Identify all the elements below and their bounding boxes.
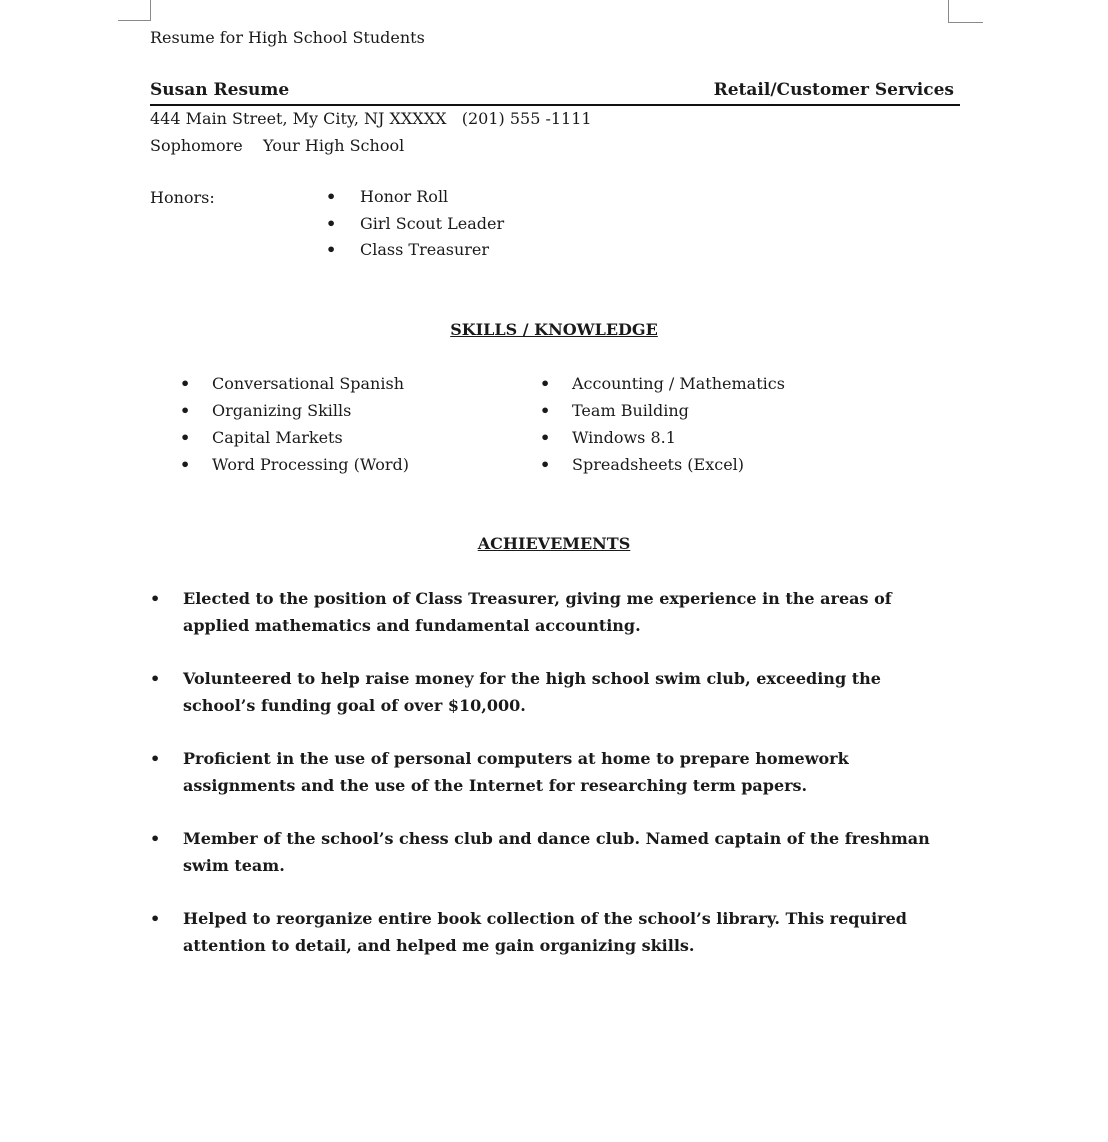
bullet-icon: • [150, 909, 161, 928]
bullet-icon: • [326, 240, 337, 259]
crop-mark-top-right [948, 0, 983, 23]
skill-text: Windows 8.1 [572, 428, 676, 447]
bullet-icon: • [326, 213, 337, 233]
bullet-icon: • [180, 401, 191, 420]
bullet-icon: • [150, 829, 161, 848]
achievement-text: Volunteered to help raise money for the high school swim club, exceeding the school’s funding goal of over $10,000. [183, 669, 881, 715]
list-item [150, 585, 950, 639]
honor-text: Girl Scout Leader [360, 213, 505, 233]
achievement-text: Proficient in the use of personal computers at home to prepare homework assignments and the use of the Internet for researching term papers. [183, 749, 849, 795]
list-item [540, 428, 785, 455]
list-item [180, 455, 409, 482]
honors-list [326, 187, 504, 267]
skill-text: Spreadsheets (Excel) [572, 455, 745, 474]
skill-text: Organizing Skills [212, 401, 352, 420]
list-item [150, 665, 950, 719]
skills-list-left [180, 374, 409, 482]
list-item [540, 455, 785, 482]
bullet-icon: • [326, 187, 337, 206]
applicant-name: Susan Resume [150, 80, 290, 100]
career-field: Retail/Customer Services [713, 80, 954, 100]
list-item [540, 374, 785, 401]
achievement-text: Member of the school’s chess club and dance club. Named captain of the freshman swim team. [183, 829, 930, 875]
list-item [326, 240, 504, 267]
honor-text: Class Treasurer [360, 240, 490, 259]
skill-text: Team Building [572, 401, 689, 420]
bullet-icon: • [540, 401, 551, 420]
bullet-icon: • [150, 589, 161, 608]
skills-heading: SKILLS / KNOWLEDGE [450, 320, 658, 339]
list-item [180, 374, 409, 401]
bullet-icon: • [540, 428, 551, 447]
list-item [150, 825, 950, 879]
achievements-heading: ACHIEVEMENTS [477, 534, 631, 553]
achievement-text: Elected to the position of Class Treasurer, giving me experience in the areas of applied mathematics and fundamental accounting. [183, 589, 892, 635]
bullet-icon: • [180, 374, 191, 393]
school-line: Sophomore Your High School [150, 136, 405, 155]
resume-header [150, 80, 960, 106]
address-line: 444 Main Street, My City, NJ XXXXX (201) 555 -1111 [150, 109, 592, 128]
list-item [180, 428, 409, 455]
bullet-icon: • [540, 455, 551, 474]
honor-text: Honor Roll [360, 187, 449, 206]
skills-list-right [540, 374, 785, 482]
skill-text: Conversational Spanish [212, 374, 404, 393]
achievement-text: Helped to reorganize entire book collection of the school’s library. This required attention to detail, and helped me gain organizing skills. [183, 909, 907, 955]
list-item [326, 214, 504, 241]
bullet-icon: • [180, 455, 191, 474]
list-item [540, 401, 785, 428]
bullet-icon: • [180, 428, 191, 447]
list-item [150, 905, 950, 959]
skill-text: Accounting / Mathematics [572, 374, 785, 393]
list-item [150, 745, 950, 799]
bullet-icon: • [150, 749, 161, 768]
skill-text: Word Processing (Word) [212, 455, 409, 474]
document-title: Resume for High School Students [150, 28, 425, 47]
honors-label: Honors: [150, 188, 215, 207]
bullet-icon: • [540, 374, 551, 393]
achievements-list [150, 585, 950, 985]
list-item [326, 187, 504, 214]
list-item [180, 401, 409, 428]
bullet-icon: • [150, 669, 161, 688]
crop-mark-top-left [118, 0, 151, 21]
skill-text: Capital Markets [212, 428, 343, 447]
